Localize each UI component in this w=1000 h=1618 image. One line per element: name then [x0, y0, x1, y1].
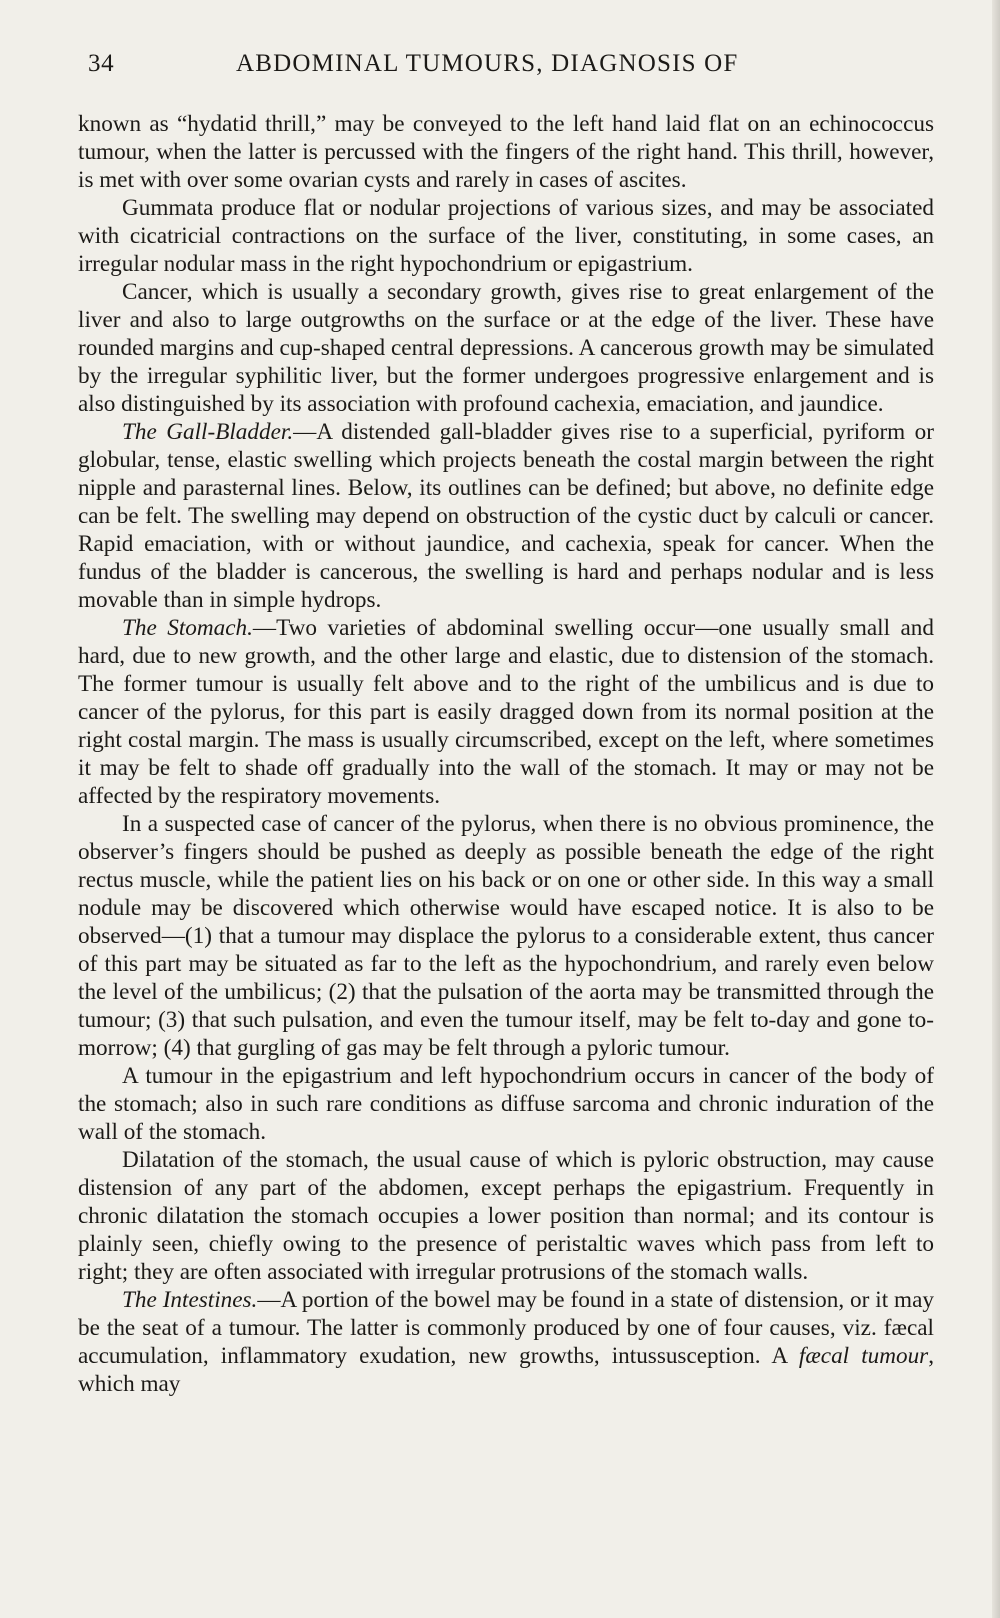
paragraph-epigastrium-tumour [78, 1062, 934, 1146]
paragraph-dilatation [78, 1146, 934, 1286]
paragraph-hydatid-thrill [78, 110, 934, 194]
running-title: ABDOMINAL TUMOURS, DIAGNOSIS OF [236, 50, 739, 77]
page-number: 34 [88, 50, 115, 77]
paragraph-text: —A portion of the bowel may be found in a state of distension, or it may be the seat of a tumour. The latter is commonly produced by one of four causes, viz. fæcal accumulation, inflammatory exudation, new growths, intussusception. A [78, 1287, 934, 1369]
paragraph-text: A tumour in the epigastrium and left hypochondrium occurs in cancer of the body of the stomach; also in such rare conditions as diffuse sarcoma and chronic induration of the wall of the stomach. [78, 1063, 934, 1145]
section-heading-intestines: The Intestines. [122, 1287, 258, 1313]
paragraph-gall-bladder [78, 418, 934, 614]
paragraph-text: —A distended gall-bladder gives rise to a superficial, pyriform or globular, tense, elastic swelling which projects beneath the costal margin between the right nipple and parasternal lines. Below, its outlines can be defined; but above, no definite edge can be felt. The swelling may depend on obstruction of the cystic duct by calculi or cancer. Rapid emaciation, with or without jaundice, and cachexia, speak for cancer. When the fundus of the bladder is cancerous, the swelling is hard and perhaps nodular and is less movable than in simple hydrops. [78, 419, 934, 613]
paragraph-text: Gummata produce flat or nodular projections of various sizes, and may be associated with cicatricial contractions on the surface of the liver, constituting, in some cases, an irregular nodular mass in the right hypochondrium or epigastrium. [78, 195, 934, 277]
running-head [88, 50, 940, 90]
paragraph-text: Cancer, which is usually a secondary growth, gives rise to great enlargement of the liver and also to large outgrowths on the surface or at the edge of the liver. These have rounded margins and cup-shaped central depressions. A cancerous growth may be simulated by the irregular syphilitic liver, but the former undergoes progressive enlargement and is also distinguished by its association with profound cachexia, emaciation, and jaundice. [78, 279, 934, 417]
page-edge-shadow [992, 0, 1000, 1618]
paragraph-cancer-liver [78, 278, 934, 418]
paragraph-text: known as “hydatid thrill,” may be conveyed to the left hand laid flat on an echinococcus tumour, when the latter is percussed with the fingers of the right hand. This thrill, however, is met with over some ovarian cysts and rarely in cases of ascites. [78, 111, 934, 193]
italic-term-faecal-tumour: fæcal tumour [798, 1343, 929, 1369]
paragraph-intestines [78, 1286, 934, 1398]
paragraph-text-trail: , which may [78, 1343, 934, 1397]
paragraph-text: Dilatation of the stomach, the usual cause of which is pyloric obstruction, may cause distension of any part of the abdomen, except perhaps the epigastrium. Frequently in chronic dilatation the stomach occupies a lower position than normal; and its contour is plainly seen, chiefly owing to the presence of peristaltic waves which pass from left to right; they are often associated with irregular protrusions of the stomach walls. [78, 1147, 934, 1285]
paragraph-text: In a suspected case of cancer of the pylorus, when there is no obvious prominence, the observer’s fingers should be pushed as deeply as possible beneath the edge of the right rectus muscle, while the patient lies on his back or on one or other side. In this way a small nodule may be discovered which otherwise would have escaped notice. It is also to be observed—(1) that a tumour may displace the pylorus to a considerable extent, thus cancer of this part may be situated as far to the left as the hypochondrium, and rarely even below the level of the umbilicus; (2) that the pulsation of the aorta may be transmitted through the tumour; (3) that such pulsation, and even the tumour itself, may be felt to-day and gone to-morrow; (4) that gurgling of gas may be felt through a pyloric tumour. [78, 811, 934, 1061]
section-heading-gall-bladder: The Gall-Bladder. [122, 419, 294, 445]
section-heading-stomach: The Stomach. [122, 615, 253, 641]
paragraph-gummata [78, 194, 934, 278]
paragraph-stomach [78, 614, 934, 810]
body-text [78, 110, 934, 1398]
paragraph-pylorus [78, 810, 934, 1062]
paragraph-text: —Two varieties of abdominal swelling occur—one usually small and hard, due to new growth, and the other large and elastic, due to distension of the stomach. The former tumour is usually felt above and to the right of the umbilicus and is due to cancer of the pylorus, for this part is easily dragged down from its normal position at the right costal margin. The mass is usually circumscribed, except on the left, where sometimes it may be felt to shade off gradually into the wall of the stomach. It may or may not be affected by the respiratory movements. [78, 615, 934, 809]
